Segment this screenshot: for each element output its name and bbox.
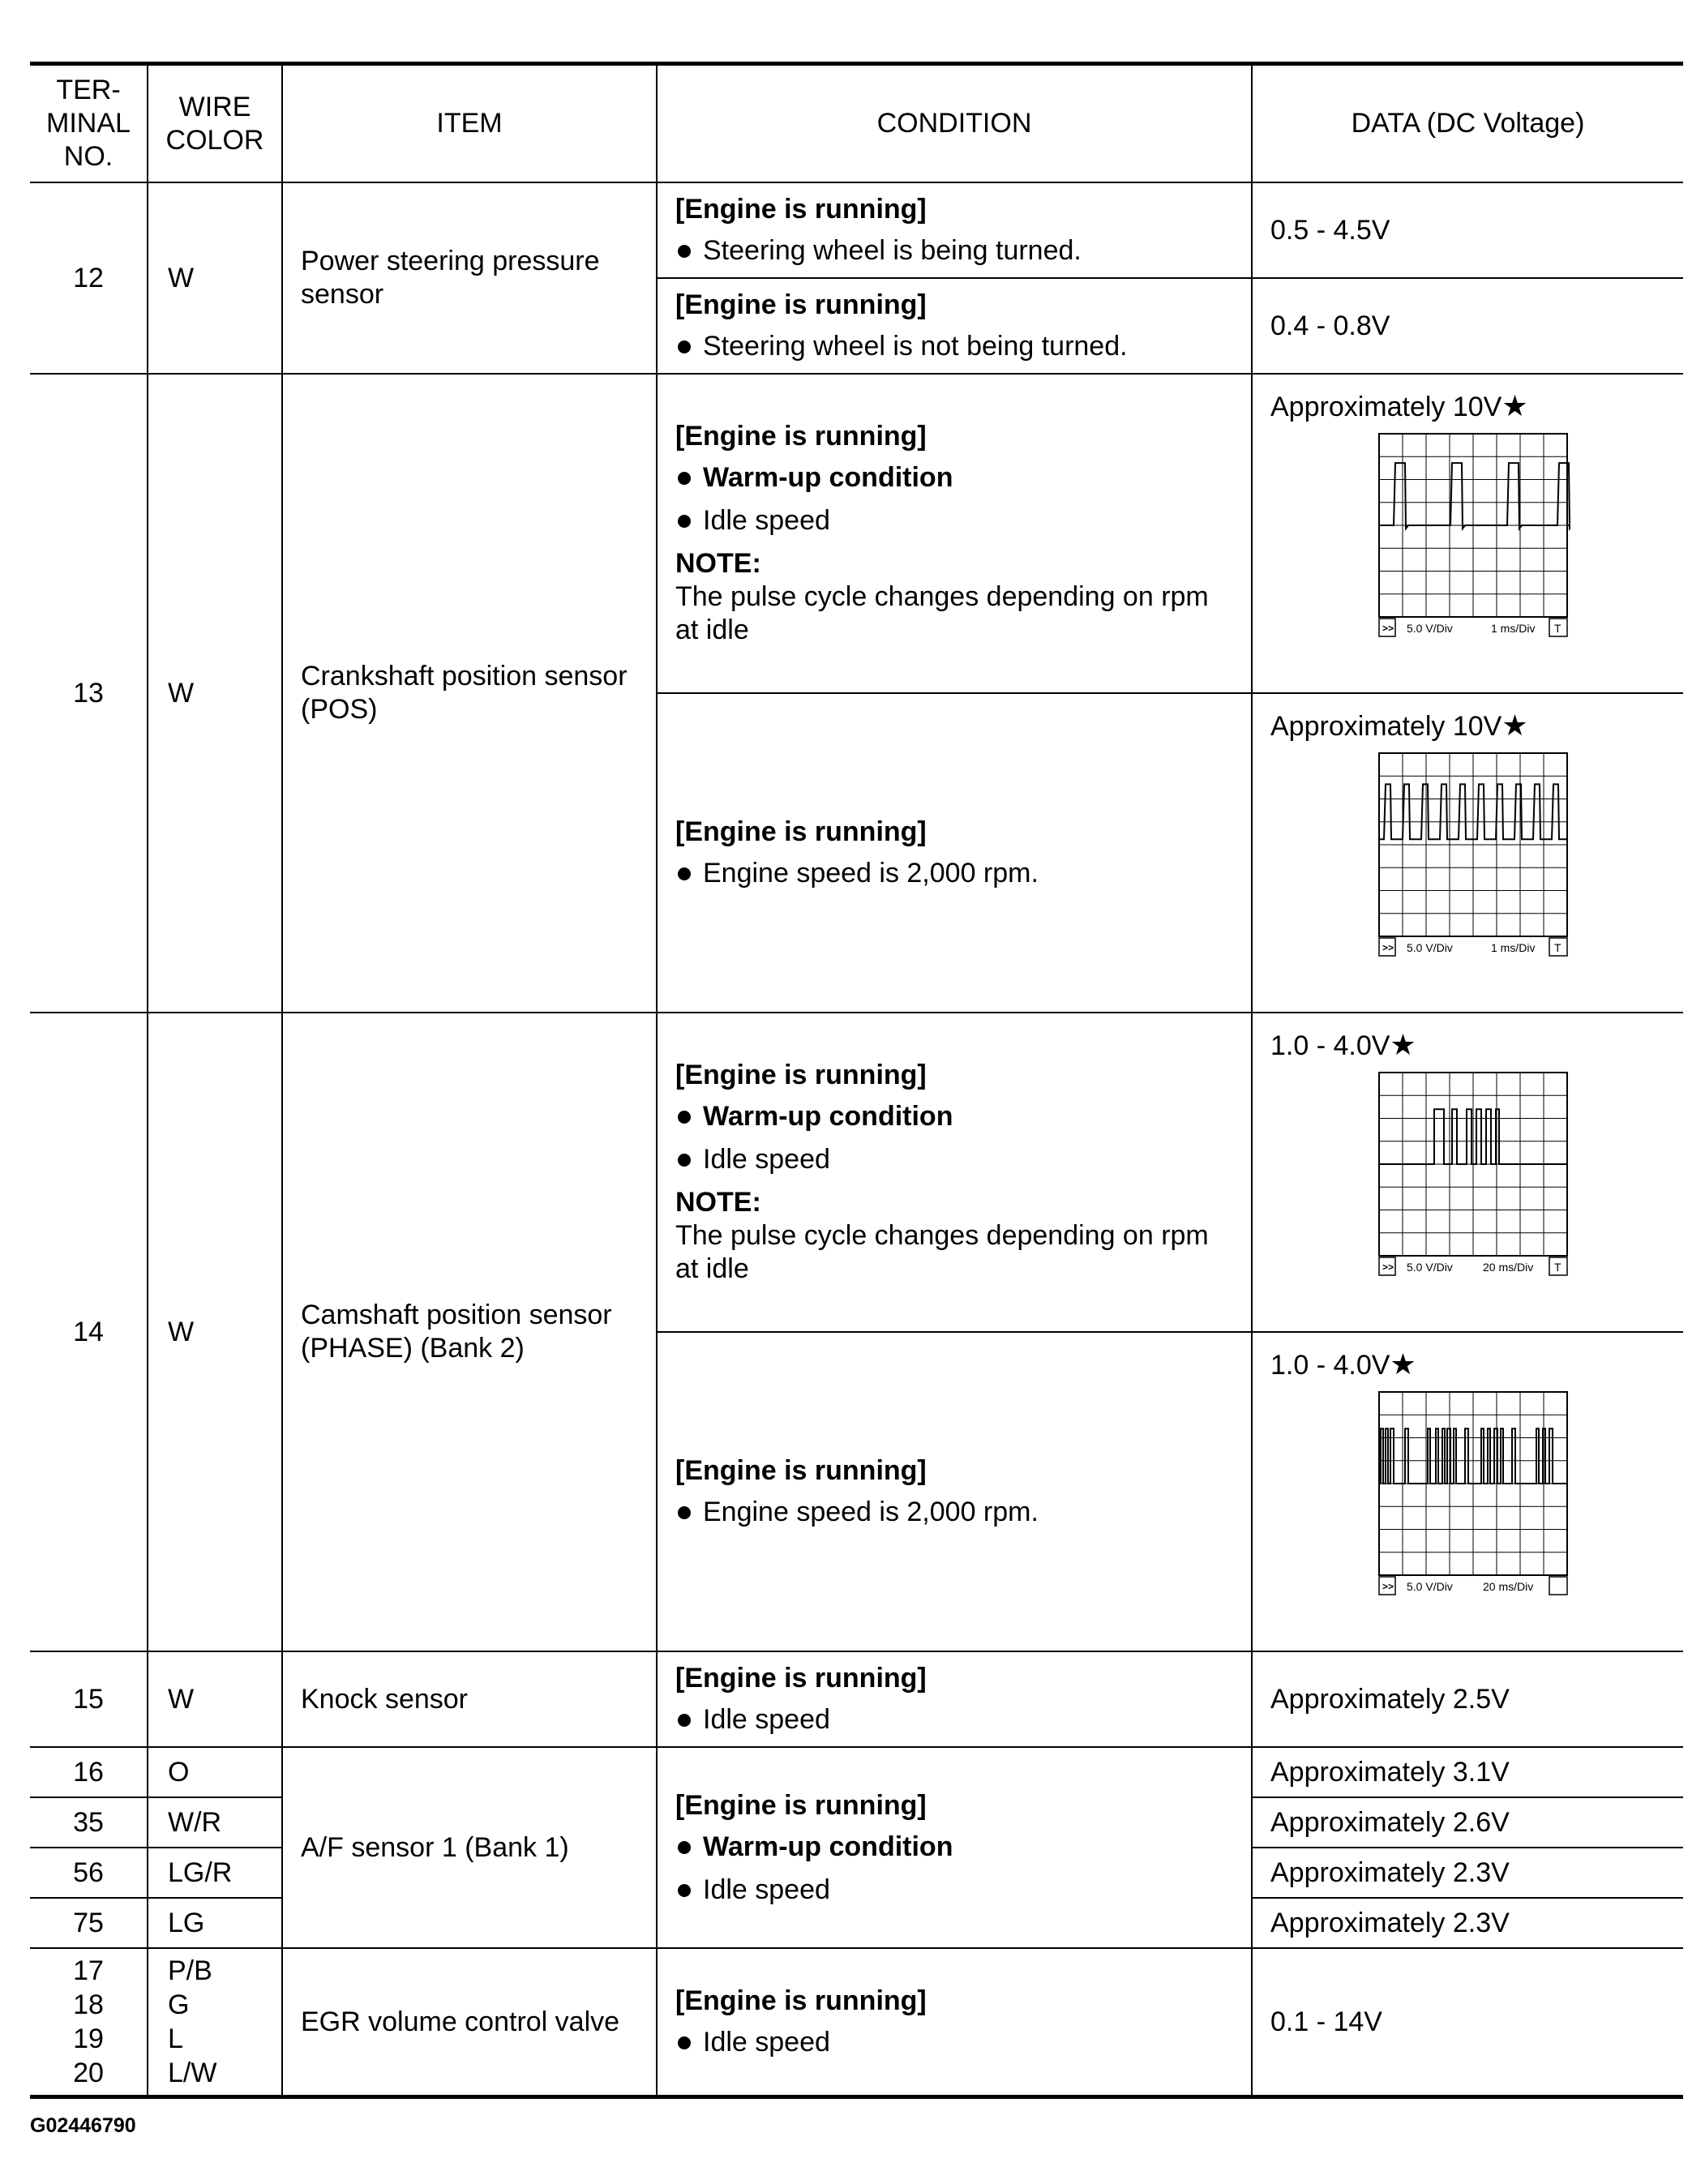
data-cell: 0.5 - 4.5V [1252,182,1683,278]
header-row [30,64,1683,183]
figure-code: G02446790 [30,2114,136,2137]
item-cell: EGR volume control valve [282,1948,657,2097]
data-cell: Approximately 10V★ >> 5.0 V/Div 1 ms/Div T [1252,693,1683,1013]
wire-cell: W [148,1013,282,1651]
terminal-cell: 17 18 19 20 [30,1948,148,2097]
wire-cell: W [148,374,282,1013]
terminal-cell: 16 [30,1747,148,1797]
data-cell: 1.0 - 4.0V★ >> 5.0 V/Div 20 ms/Div T [1252,1013,1683,1332]
condition-cell: [Engine is running] Warm-up condition Idle speed NOTE: The pulse cycle changes depending on rpm at idle [657,374,1252,693]
oscilloscope-waveform [1377,752,1570,962]
condition-cell: [Engine is running] Engine speed is 2,000 rpm. [657,1332,1252,1651]
star-icon: ★ [1390,1347,1416,1381]
svg-text:5.0 V/Div: 5.0 V/Div [1407,941,1453,954]
item-cell: A/F sensor 1 (Bank 1) [282,1747,657,1948]
wire-cell: LG/R [148,1848,282,1898]
condition-cell: [Engine is running] Engine speed is 2,000 rpm. [657,693,1252,1013]
data-cell: Approximately 3.1V [1252,1747,1683,1797]
header-condition: CONDITION [657,64,1252,183]
wire-cell: LG [148,1898,282,1948]
svg-text:>>: >> [1382,942,1394,953]
terminal-cell: 35 [30,1797,148,1848]
condition-cell: [Engine is running] Warm-up condition Idle speed [657,1747,1252,1948]
data-cell: Approximately 2.3V [1252,1848,1683,1898]
table-row [30,1013,1683,1332]
condition-cell: [Engine is running] Idle speed [657,1651,1252,1747]
header-terminal: TER- MINAL NO. [30,64,148,183]
svg-text:5.0 V/Div: 5.0 V/Div [1407,1580,1453,1593]
star-icon: ★ [1390,1028,1416,1061]
oscilloscope-waveform [1377,432,1570,643]
svg-text:T: T [1554,941,1561,954]
oscilloscope-waveform [1377,1071,1570,1282]
wire-cell: W [148,182,282,374]
oscilloscope-waveform [1377,1390,1570,1601]
header-data: DATA (DC Voltage) [1252,64,1683,183]
svg-text:5.0 V/Div: 5.0 V/Div [1407,622,1453,635]
svg-text:1 ms/Div: 1 ms/Div [1491,622,1536,635]
data-cell: 1.0 - 4.0V★ >> 5.0 V/Div 20 ms/Div [1252,1332,1683,1651]
svg-text:T: T [1554,1261,1561,1274]
terminal-cell: 56 [30,1848,148,1898]
data-cell: 0.4 - 0.8V [1252,278,1683,374]
wire-cell: W/R [148,1797,282,1848]
svg-text:20 ms/Div: 20 ms/Div [1483,1261,1534,1274]
svg-text:>>: >> [1382,1261,1394,1273]
wire-cell: O [148,1747,282,1797]
terminal-cell: 15 [30,1651,148,1747]
svg-text:20 ms/Div: 20 ms/Div [1483,1580,1534,1593]
condition-cell: [Engine is running] Idle speed [657,1948,1252,2097]
table-row [30,374,1683,693]
item-cell: Crankshaft position sensor (POS) [282,374,657,1013]
table-row [30,1747,1683,1797]
wire-cell: W [148,1651,282,1747]
data-cell: Approximately 2.3V [1252,1898,1683,1948]
ecm-terminal-table [30,62,1683,2099]
wire-cell: P/B G L L/W [148,1948,282,2097]
condition-cell: [Engine is running] Warm-up condition Idle speed NOTE: The pulse cycle changes depending on rpm at idle [657,1013,1252,1332]
terminal-cell: 14 [30,1013,148,1651]
condition-cell: [Engine is running] Steering wheel is not being turned. [657,278,1252,374]
table-row [30,1651,1683,1747]
svg-text:>>: >> [1382,1581,1394,1592]
svg-text:1 ms/Div: 1 ms/Div [1491,941,1536,954]
svg-text:T: T [1554,622,1561,635]
item-cell: Camshaft position sensor (PHASE) (Bank 2) [282,1013,657,1651]
svg-text:5.0 V/Div: 5.0 V/Div [1407,1261,1453,1274]
star-icon: ★ [1502,389,1528,422]
data-cell: Approximately 10V★ >> 5.0 V/Div 1 ms/Div T [1252,374,1683,693]
data-cell: Approximately 2.6V [1252,1797,1683,1848]
header-wire: WIRE COLOR [148,64,282,183]
condition-cell: [Engine is running] Steering wheel is being turned. [657,182,1252,278]
svg-text:>>: >> [1382,623,1394,634]
terminal-cell: 75 [30,1898,148,1948]
terminal-cell: 13 [30,374,148,1013]
data-cell: Approximately 2.5V [1252,1651,1683,1747]
item-cell: Power steering pressure sensor [282,182,657,374]
terminal-cell: 12 [30,182,148,374]
table-row [30,182,1683,278]
star-icon: ★ [1502,709,1528,742]
table-row [30,1948,1683,2097]
data-cell: 0.1 - 14V [1252,1948,1683,2097]
header-item: ITEM [282,64,657,183]
item-cell: Knock sensor [282,1651,657,1747]
